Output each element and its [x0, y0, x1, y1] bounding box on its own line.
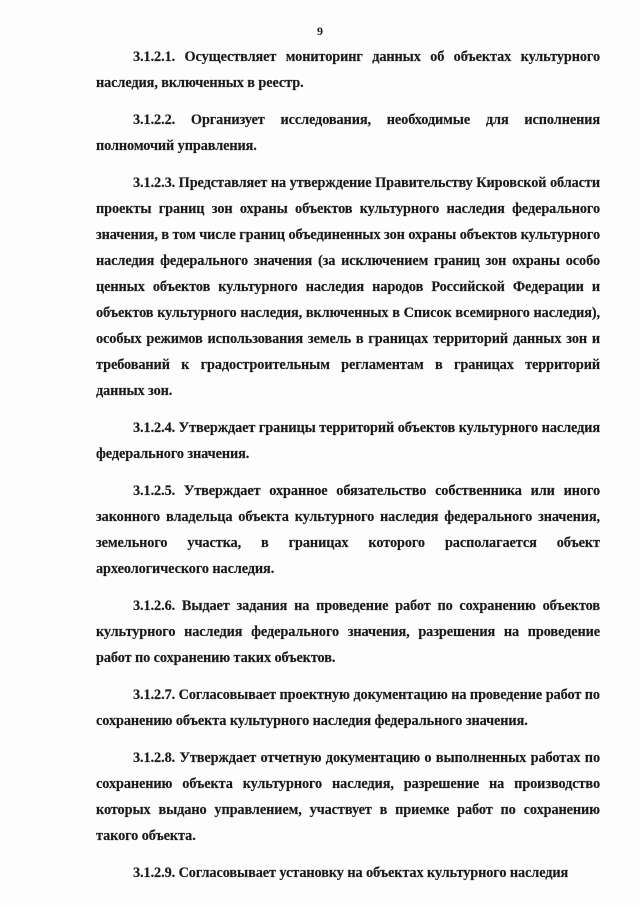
paragraph-3-1-2-9: 3.1.2.9. Согласовывает установку на объектах культурного наследия: [133, 865, 569, 881]
paragraph-3-1-2-8: 3.1.2.8. Утверждает отчетную документацию о выполненных работах по сохранению объекта культурного наследия, разрешение на производство которых выдано управлением, участвует в приемке работ по сохранению такого объекта.: [96, 750, 600, 844]
document-body: [96, 44, 600, 897]
paragraph-3-1-2-1: 3.1.2.1. Осуществляет мониторинг данных об объектах культурного наследия, включенных в реестр.: [96, 49, 600, 91]
paragraph-3-1-2-3: 3.1.2.3. Представляет на утверждение Правительству Кировской области проекты границ зон охраны объектов культурного наследия федерального значения, в том числе границ объединенных зон охраны объектов культурного наследия федерального значения (за исключением границ зон охраны особо ценных объектов культурного наследия народов Российской Федерации и объектов культурного наследия, включенных в Список всемирного наследия), особых режимов использования земель в границах территорий данных зон и требований к градостроительным регламентам в границах территорий данных зон.: [96, 175, 600, 399]
paragraph-3-1-2-2: 3.1.2.2. Организует исследования, необходимые для исполнения полномочий управления.: [96, 112, 600, 154]
paragraph-3-1-2-4: 3.1.2.4. Утверждает границы территорий объектов культурного наследия федерального значения.: [96, 420, 600, 462]
paragraph-3-1-2-7: 3.1.2.7. Согласовывает проектную документацию на проведение работ по сохранению объекта культурного наследия федерального значения.: [96, 687, 600, 729]
paragraph-3-1-2-6: 3.1.2.6. Выдает задания на проведение работ по сохранению объектов культурного наследия федерального значения, разрешения на проведение работ по сохранению таких объектов.: [96, 598, 600, 666]
paragraph-3-1-2-5: 3.1.2.5. Утверждает охранное обязательство собственника или иного законного владельца объекта культурного наследия федерального значения, земельного участка, в границах которого располагается объект археологического наследия.: [96, 483, 600, 577]
page-number: 9: [317, 24, 323, 38]
